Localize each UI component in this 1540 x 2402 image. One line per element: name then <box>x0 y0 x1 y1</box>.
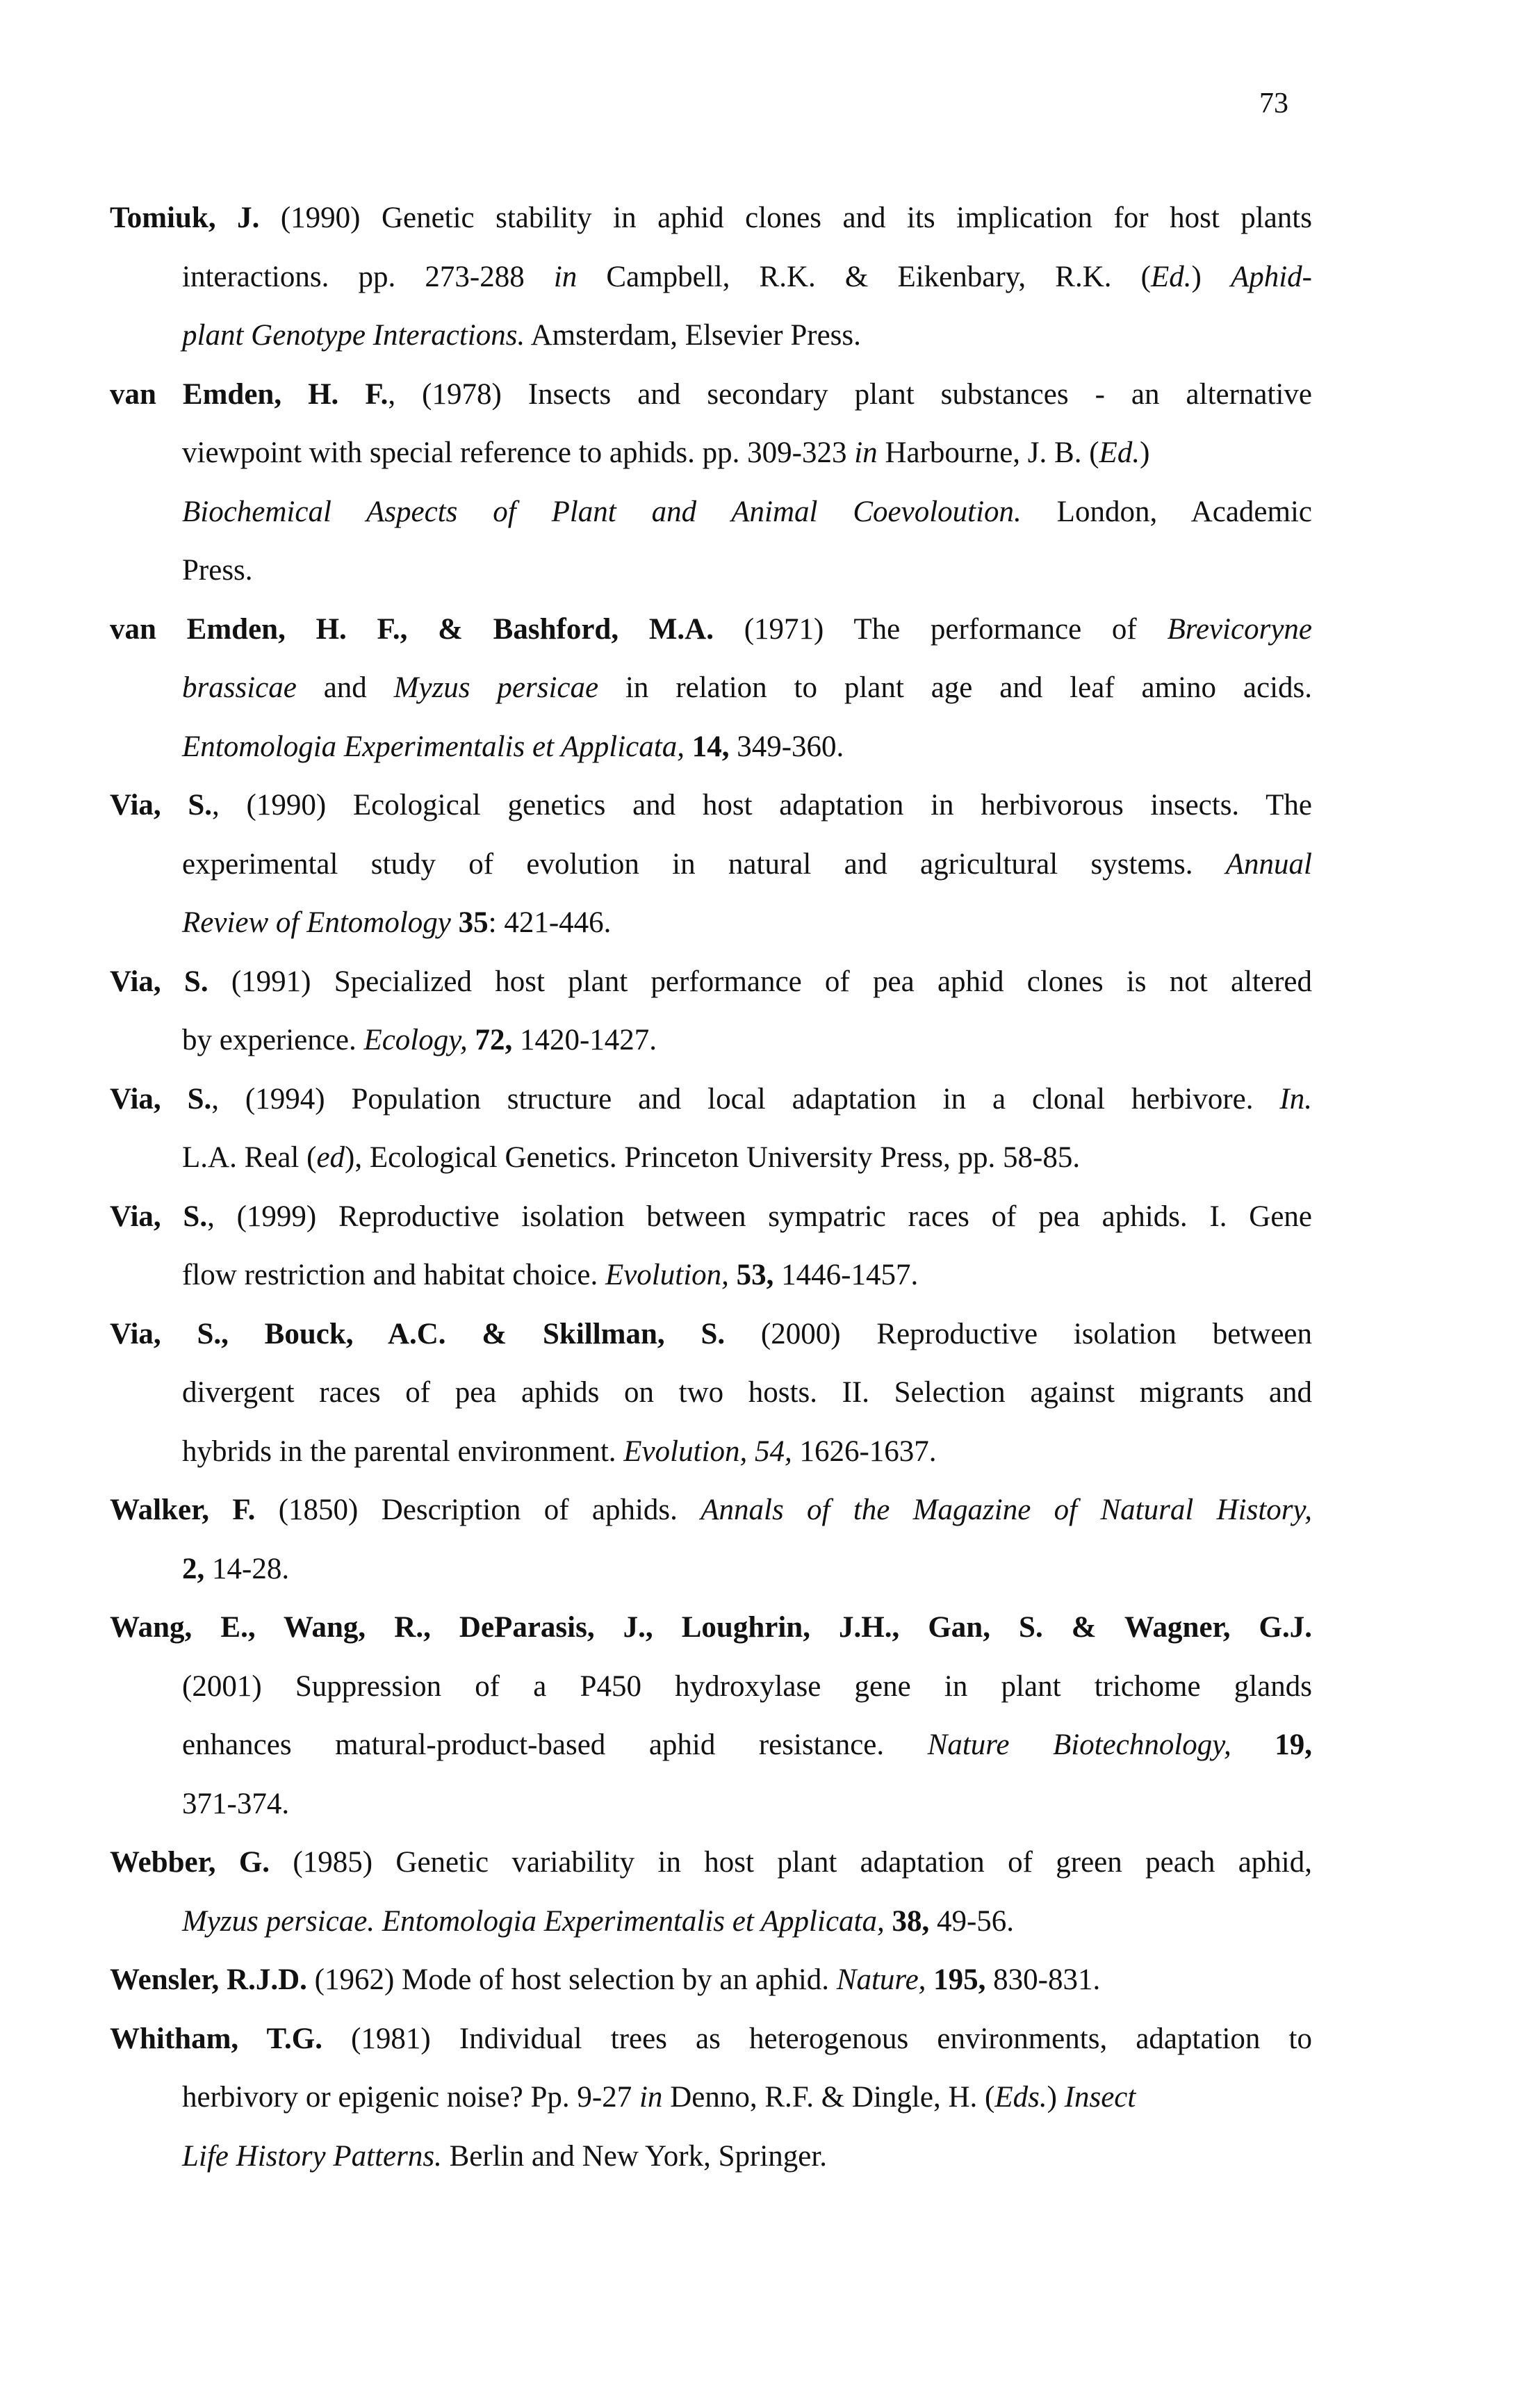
reference-line <box>110 2127 1312 2187</box>
text: enhances matural-product-based aphid resistance. <box>182 1729 928 1761</box>
reference-entry <box>110 776 1312 953</box>
text: viewpoint with special reference to aphids. pp. 309-323 <box>182 436 855 469</box>
text: : 421-446. <box>488 906 612 939</box>
text: Harbourne, J. B. ( <box>877 436 1099 469</box>
text: , (1999) Reproductive isolation between sympatric races of pea aphids. I. Gene <box>207 1200 1312 1233</box>
reference-line <box>110 1423 1312 1482</box>
text: herbivory or epigenic noise? Pp. 9-27 <box>182 2081 639 2114</box>
reference-entry <box>110 1951 1312 2010</box>
text: and <box>296 671 394 704</box>
italic-text: Evolution, <box>605 1259 729 1291</box>
reference-line <box>110 424 1312 483</box>
text <box>885 1905 892 1938</box>
reference-line <box>110 1951 1312 2010</box>
reference-entry <box>110 1070 1312 1188</box>
reference-line <box>110 1599 1312 1658</box>
text: ) <box>1191 260 1231 293</box>
text <box>729 1259 737 1291</box>
text: Press. <box>182 554 253 587</box>
author-text: Walker, F. <box>110 1494 256 1526</box>
author-text: Wang, E., Wang, R., DeParasis, J., Loughrin, J.H., Gan, S. & Wagner, G.J. <box>110 1611 1312 1644</box>
italic-text: Annals of the Magazine of Natural History, <box>701 1494 1313 1526</box>
reference-line <box>110 659 1312 718</box>
reference-line <box>110 1893 1312 1952</box>
italic-text: plant Genotype Interactions. <box>182 319 525 352</box>
text: 830-831. <box>985 1963 1101 1996</box>
text: (1981) Individual trees as heterogenous environments, adaptation to <box>322 2022 1312 2055</box>
reference-entry <box>110 2010 1312 2187</box>
reference-entry <box>110 600 1312 777</box>
italic-text: Myzus persicae <box>393 671 599 704</box>
text: (1850) Description of aphids. <box>255 1494 701 1526</box>
italic-text: Eds. <box>994 2081 1047 2114</box>
italic-text: Brevicoryne <box>1167 612 1312 646</box>
reference-line <box>110 1188 1312 1247</box>
text: in relation to plant age and leaf amino acids. <box>598 671 1312 704</box>
text: Amsterdam, Elsevier Press. <box>525 319 861 352</box>
italic-text: Aphid- <box>1230 260 1313 293</box>
reference-line <box>110 894 1312 953</box>
text: , (1990) Ecological genetics and host adaptation in herbivorous insects. The <box>212 789 1312 822</box>
author-text: Wensler, R.J.D. <box>110 1963 307 1996</box>
reference-line <box>110 835 1312 894</box>
italic-text: in <box>854 436 878 469</box>
page-number: 73 <box>1259 88 1288 120</box>
reference-line <box>110 718 1312 777</box>
author-text: Whitham, T.G. <box>110 2022 322 2055</box>
text: experimental study of evolution in natural and agricultural systems. <box>182 847 1226 881</box>
author-text: 19, <box>1275 1729 1313 1761</box>
text: interactions. pp. 273-288 <box>182 260 554 293</box>
italic-text: Ecology, <box>363 1024 468 1056</box>
italic-text: Review of Entomology <box>182 906 451 939</box>
author-text: Tomiuk, J. <box>110 202 260 234</box>
text: London, Academic <box>1021 495 1312 528</box>
italic-text: in <box>553 260 578 293</box>
text: Campbell, R.K. & Eikenbary, R.K. ( <box>577 260 1151 293</box>
italic-text: Nature Biotechnology, <box>927 1729 1231 1761</box>
reference-entry <box>110 1481 1312 1599</box>
reference-line <box>110 366 1312 425</box>
text: Berlin and New York, Springer. <box>441 2139 828 2173</box>
author-text: 14, <box>691 730 730 763</box>
reference-line <box>110 600 1312 660</box>
reference-entry <box>110 953 1312 1070</box>
reference-line <box>110 1305 1312 1364</box>
author-text: 53, <box>736 1259 774 1291</box>
text <box>926 1963 933 1996</box>
text: (1962) Mode of host selection by an aphid. <box>306 1963 837 1996</box>
text: by experience. <box>182 1024 364 1056</box>
author-text: Via, S. <box>110 1200 208 1233</box>
text: ) <box>1140 436 1150 469</box>
reference-line <box>110 1833 1312 1893</box>
text: ), Ecological Genetics. Princeton University Press, pp. 58-85. <box>345 1141 1081 1174</box>
author-text: van Emden, H. F. <box>110 377 388 411</box>
reference-line <box>110 1011 1312 1070</box>
italic-text: Life History Patterns. <box>182 2139 442 2173</box>
italic-text: In. <box>1279 1082 1312 1116</box>
reference-line <box>110 541 1312 600</box>
text <box>451 906 459 939</box>
text: (1991) Specialized host plant performance of pea aphid clones is not altered <box>208 965 1312 998</box>
text <box>685 730 692 763</box>
author-text: Webber, G. <box>110 1846 270 1879</box>
reference-entry <box>110 189 1312 366</box>
text: 371-374. <box>182 1787 290 1820</box>
text <box>468 1024 475 1056</box>
text: (1990) Genetic stability in aphid clones and its implication for host plants <box>259 202 1312 234</box>
reference-line <box>110 307 1312 366</box>
author-text: Via, S., Bouck, A.C. & Skillman, S. <box>110 1317 726 1350</box>
reference-line <box>110 1070 1312 1129</box>
reference-list <box>110 189 1312 2186</box>
text: 349-360. <box>729 730 844 763</box>
italic-text: Entomologia Experimentalis et Applicata, <box>182 730 685 763</box>
text: , (1978) Insects and secondary plant substances - an alternative <box>388 377 1312 411</box>
reference-entry <box>110 1305 1312 1482</box>
reference-line <box>110 776 1312 835</box>
text: (1985) Genetic variability in host plant adaptation of green peach aphid, <box>270 1846 1312 1879</box>
author-text: 2, <box>182 1552 205 1585</box>
italic-text: in <box>639 2081 663 2114</box>
text: 1420-1427. <box>512 1024 657 1056</box>
reference-line <box>110 189 1312 248</box>
reference-line <box>110 2010 1312 2069</box>
reference-entry <box>110 1599 1312 1833</box>
italic-text: Ed. <box>1099 436 1140 469</box>
author-text: Via, S. <box>110 965 208 998</box>
italic-text: Evolution, 54, <box>623 1435 792 1468</box>
reference-line <box>110 1658 1312 1717</box>
author-text: Via, S. <box>110 789 213 822</box>
italic-text: Insect <box>1064 2081 1136 2114</box>
author-text: Via, S. <box>110 1082 212 1116</box>
text: , (1994) Population structure and local adaptation in a clonal herbivore. <box>211 1082 1280 1116</box>
reference-line <box>110 483 1312 542</box>
author-text: van Emden, H. F., & Bashford, M.A. <box>110 612 714 646</box>
author-text: 72, <box>475 1024 513 1056</box>
reference-line <box>110 1129 1312 1188</box>
reference-entry <box>110 366 1312 600</box>
text: 1446-1457. <box>773 1259 919 1291</box>
text: hybrids in the parental environment. <box>182 1435 624 1468</box>
reference-line <box>110 953 1312 1012</box>
text: (2000) Reproductive isolation between <box>725 1317 1312 1350</box>
text: (1971) The performance of <box>713 612 1168 646</box>
text: 49-56. <box>929 1904 1015 1938</box>
italic-text: Myzus persicae. Entomologia Experimentalis et Applicata, <box>182 1904 885 1938</box>
reference-line <box>110 1716 1312 1775</box>
italic-text: Annual <box>1225 847 1312 881</box>
text: 14-28. <box>204 1552 290 1585</box>
text: flow restriction and habitat choice. <box>182 1259 605 1291</box>
reference-entry <box>110 1833 1312 1951</box>
italic-text: brassicae <box>182 671 297 704</box>
author-text: 35 <box>458 906 489 939</box>
text: divergent races of pea aphids on two hosts. II. Selection against migrants and <box>182 1376 1312 1409</box>
text <box>1231 1729 1275 1761</box>
text: L.A. Real ( <box>182 1141 317 1174</box>
reference-entry <box>110 1188 1312 1305</box>
reference-line <box>110 1775 1312 1834</box>
author-text: 195, <box>933 1963 986 1996</box>
text: Denno, R.F. & Dingle, H. ( <box>662 2081 995 2114</box>
text: (2001) Suppression of a P450 hydroxylase gene in plant trichome glands <box>182 1669 1312 1703</box>
italic-text: Biochemical Aspects of Plant and Animal Coevoloution. <box>182 495 1022 528</box>
text: ) <box>1047 2081 1065 2114</box>
text: 1626-1637. <box>792 1435 937 1468</box>
reference-line <box>110 248 1312 307</box>
reference-line <box>110 1481 1312 1540</box>
italic-text: Ed. <box>1150 260 1192 293</box>
author-text: 38, <box>892 1904 930 1938</box>
italic-text: Nature, <box>836 1963 926 1996</box>
reference-line <box>110 1364 1312 1423</box>
reference-line <box>110 1246 1312 1305</box>
reference-line <box>110 1540 1312 1599</box>
italic-text: ed <box>316 1141 345 1174</box>
reference-line <box>110 2068 1312 2127</box>
